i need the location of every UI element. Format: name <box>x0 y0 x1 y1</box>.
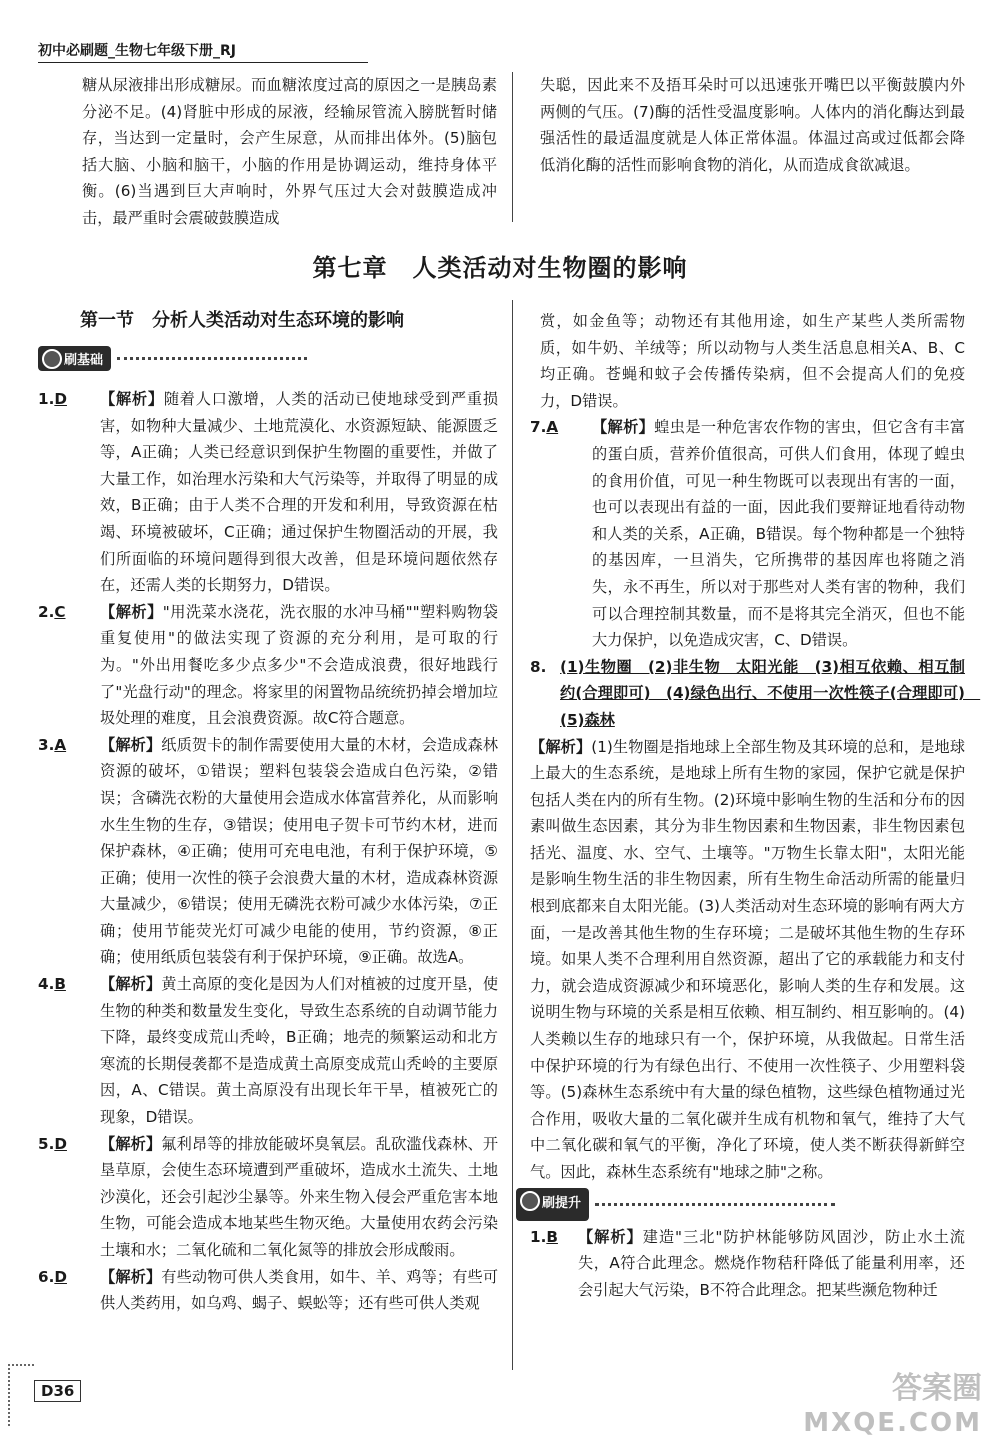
top-left-continuation <box>82 72 497 232</box>
column-divider-main <box>512 300 513 1370</box>
watermark-line1: 答案圈 <box>892 1371 982 1406</box>
answer-5: 5.D 【解析】氟利昂等的排放能破坏臭氧层。乱砍滥伐森林、开垦草原，会使生态环境遭到严重破坏，造成水土流失、土地沙漠化，还会引起沙尘暴等。外来生物入侵会严重危害本地生物，可能会造成本地某些生物灭绝。大量使用农药会污染土壤和水；二氧化硫和二氧化氮等的排放会形成酸雨。 <box>38 1134 498 1259</box>
watermark <box>803 1372 982 1440</box>
answer-7: 7.A 【解析】蝗虫是一种危害农作物的害虫，但它含有丰富的蛋白质，营养价值很高，可供人们食用，体现了蝗虫的食用价值，可见一种生物既可以表现出有害的一面，也可以表现出有益的一面，因此我们要辩证地看待动物和人类的关系，A正确，B错误。每个物种都是一个独特的基因库，一旦消失，它所携带的基因库也将随之消失，永不再生，所以对于那些对人类有害的物种，我们可以合理控制其数量，而不是将其完全消灭，但也不能大力保护，以免造成灾害，C、D错误。 <box>530 418 966 650</box>
answer-text: 蝗虫是一种危害农作物的害虫，但它含有丰富的蛋白质，营养价值很高，可供人们食用，体现了蝗虫的食用价值，可见一种生物既可以表现出有害的一面，也可以表现出有益的一面，因此我们要辩证地看待动物和人类的关系，A正确，B错误。每个物种都是一个独特的基因库，一旦消失，它所携带的基因库也将随之消失，永不再生，所以对于那些对人类有害的物种，我们可以合理控制其数量，而不是将其完全消灭，但也不能大力保护，以免造成灾害，C、D错误。 <box>592 418 966 650</box>
answer-text: 氟利昂等的排放能破坏臭氧层。乱砍滥伐森林、开垦草原，会使生态环境遭到严重破坏，造成水土流失、土地沙漠化，还会引起沙尘暴等。外来生物入侵会严重危害本地生物，可能会造成本地某些生物灭绝。大量使用农药会污染土壤和水；二氧化硫和二氧化氮等的排放会形成酸雨。 <box>100 1134 498 1259</box>
top-right-continuation <box>540 72 965 178</box>
tag-advanced <box>516 1191 835 1219</box>
tag-basic-label: 刷基础 <box>38 346 111 371</box>
answer-2: 2.C 【解析】"用洗菜水浇花，洗衣服的水冲马桶""塑料购物袋重复使用"的做法实现了资源的充分利用，是可取的行为。"外出用餐吃多少点多少"不会造成浪费，很好地践行了"光盘行动"的理念。将家里的闲置物品统统扔掉会增加垃圾处理的难度，且会浪费资源。故C符合题意。 <box>38 602 498 728</box>
tag-advanced-label: 刷提升 <box>516 1188 589 1221</box>
corner-decoration <box>8 1364 34 1426</box>
watermark-line2: MXQE.COM <box>803 1408 982 1438</box>
answer-letter: D <box>54 1267 67 1286</box>
answer-letter: B <box>54 975 66 994</box>
answer-1: 1.D 【解析】随着人口激增，人类的活动已使地球受到严重损害，如物种大量减少、土地荒漠化、水资源短缺、能源匮乏等，A正确；人类已经意识到保护生物圈的重要性，并做了大量工作，如治理水污染和大气污染等，并取得了明显的成效，B正确；由于人类不合理的开发和利用，导致资源在枯竭、环境被破坏，C正确；通过保护生物圈活动的开展，我们所面临的环境问题得到很大改善，但是环境问题依然存在，还需人类的长期努力，D错误。 <box>38 390 499 595</box>
section-title: 第一节 分析人类活动对生态环境的影响 <box>80 310 404 331</box>
answer-8-explanation: 【解析】(1)生物圈是指地球上全部生物及其环境的总和，是地球上最大的生态系统，是地球上所有生物的家园，保护它就是保护包括人类在内的所有生物。(2)环境中影响生物的生活和分布的因素叫做生态因素，其分为非生物因素和生物因素，非生物因素包括光、温度、水、空气、土壤等。"万物生长靠太阳"，太阳光能是影响生物生活的非生物因素，所有生物生命活动所需的能量归根到底都来自太阳光能。(3)人类活动对生态环境的影响有两大方面，一是改善其他生物的生存环境；二是破坏其他生物的生存环境。如果人类不合理利用自然资源，超出了它的承载能力和支付力，就会造成资源减少和环境恶化，影响人类的生存和发展。这说明生物与环境的关系是相互依赖、相互制约、相互影响的。(4)人类赖以生存的地球只有一个，保护环境，从我做起。日常生活中保护环境的行为有绿色出行、不使用一次性筷子、少用塑料袋等。(5)森林生态系统中有大量的绿色植物，这些绿色植物通过光合作用，吸收大量的二氧化碳并生成有机物和氧气，维持了大气中二氧化碳和氧气的平衡，净化了环境，使人类不断获得新鲜空气。因此，森林生态系统有"地球之肺"之称。 <box>530 737 966 1181</box>
answer-letter: A <box>546 418 559 437</box>
dotted-line <box>595 1203 835 1206</box>
answer-6-continued: 赏，如金鱼等；动物还有其他用途，如生产某些人类所需物质，如牛奶、羊绒等；所以动物与人类生活息息相关A、B、C均正确。苍蝇和蚊子会传播传染病，但不会提高人们的免疫力，D错误。 <box>540 312 965 410</box>
answer-b1: 1.B 【解析】建造"三北"防护林能够防风固沙，防止水土流失，A符合此理念。燃烧作物秸秆降低了能量利用率，还会引起大气污染，B不符合此理念。把某些濒危物种迁 <box>530 1227 965 1299</box>
answer-8-key: (1)生物圈 (2)非生物 太阳光能 (3)相互依赖、相互制约(合理即可) (4)绿色出行、不使用一次性筷子(合理即可) (5)森林 <box>560 657 981 729</box>
answer-text: 随着人口激增，人类的活动已使地球受到严重损害，如物种大量减少、土地荒漠化、水资源短缺、能源匮乏等，A正确；人类已经意识到保护生物圈的重要性，并做了大量工作，如治理水污染和大气污染等，并取得了明显的成效，B正确；由于人类不合理的开发和利用，导致资源在枯竭、环境被破坏，C正确；通过保护生物圈活动的开展，我们所面临的环境问题得到很大改善，但是环境问题依然存在，还需人类的长期努力，D错误。 <box>100 390 499 595</box>
chapter-title: 第七章 人类活动对生物圈的影响 <box>312 254 688 282</box>
answer-8: 8. (1)生物圈 (2)非生物 太阳光能 (3)相互依赖、相互制约(合理即可) (4)绿色出行、不使用一次性筷子(合理即可) (5)森林 <box>530 657 981 729</box>
answer-letter: B <box>546 1227 558 1246</box>
answer-text: "用洗菜水浇花，洗衣服的水冲马桶""塑料购物袋重复使用"的做法实现了资源的充分利用，是可取的行为。"外出用餐吃多少点多少"不会造成浪费，很好地践行了"光盘行动"的理念。将家里的闲置物品统统扔掉会增加垃圾处理的难度，且会浪费资源。故C符合题意。 <box>100 602 498 728</box>
answer-letter: A <box>54 735 67 754</box>
top-left-text: 糖从尿液排出形成糖尿。而血糖浓度过高的原因之一是胰岛素分泌不足。(4)肾脏中形成的尿液，经输尿管流入膀胱暂时储存，当达到一定量时，会产生尿意，从而排出体外。(5)脑包括大脑、小脑和脑干，小脑的作用是协调运动，维持身体平衡。(6)当遇到巨大声响时，外界气压过大会对鼓膜造成冲击，最严重时会震破鼓膜造成 <box>82 76 497 227</box>
answer-6: 6.D 【解析】有些动物可供人类食用，如牛、羊、鸡等；有些可供人类药用，如乌鸡、蝎子、蜈蚣等；还有些可供人类观 <box>38 1267 498 1313</box>
page-number: D36 <box>34 1380 81 1402</box>
answer-text: 有些动物可供人类食用，如牛、羊、鸡等；有些可供人类药用，如乌鸡、蝎子、蜈蚣等；还有些可供人类观 <box>100 1267 498 1313</box>
answer-3: 3.A 【解析】纸质贺卡的制作需要使用大量的木材，会造成森林资源的破坏，①错误；塑料包装袋会造成白色污染，②错误；含磷洗衣粉的大量使用会造成水体富营养化，从而影响水生生物的生存，③错误；使用电子贺卡可节约木材，进而保护森林，④正确；使用可充电电池，有利于保护环境，⑤正确；使用一次性的筷子会浪费大量的木材，造成森林资源大量减少，⑥错误；使用无磷洗衣粉可减少水体污染，⑦正确；使用节能荧光灯可减少电能的使用，节约资源，⑧正确；使用纸质包装袋有利于保护环境，⑨正确。故选A。 <box>38 735 498 967</box>
answer-letter: D <box>54 1134 67 1153</box>
tag-advanced-wrap <box>530 1186 965 1224</box>
tag-basic <box>38 344 307 372</box>
column-divider-top <box>512 72 513 222</box>
answer-text: 黄土高原的变化是因为人们对植被的过度开垦，使生物的种类和数量发生变化，导致生态系统的自动调节能力下降，最终变成荒山秃岭，B正确；地壳的频繁运动和北方寒流的长期侵袭都不是造成黄土高原变成荒山秃岭的主要原因，A、C错误。黄土高原没有出现长年干旱，植被死亡的现象，D错误。 <box>100 975 498 1127</box>
answer-letter: C <box>54 602 66 621</box>
answer-4: 4.B 【解析】黄土高原的变化是因为人们对植被的过度开垦，使生物的种类和数量发生变化，导致生态系统的自动调节能力下降，最终变成荒山秃岭，B正确；地壳的频繁运动和北方寒流的长期侵袭都不是造成黄土高原变成荒山秃岭的主要原因，A、C错误。黄土高原没有出现长年干旱，植被死亡的现象，D错误。 <box>38 975 498 1127</box>
answer-text: 纸质贺卡的制作需要使用大量的木材，会造成森林资源的破坏，①错误；塑料包装袋会造成白色污染，②错误；含磷洗衣粉的大量使用会造成水体富营养化，从而影响水生生物的生存，③错误；使用电子贺卡可节约木材，进而保护森林，④正确；使用可充电电池，有利于保护环境，⑤正确；使用一次性的筷子会浪费大量的木材，造成森林资源大量减少，⑥错误；使用无磷洗衣粉可减少水体污染，⑦正确；使用节能荧光灯可减少电能的使用，节约资源，⑧正确；使用纸质包装袋有利于保护环境，⑨正确。故选A。 <box>100 735 498 967</box>
answer-letter: D <box>54 390 67 408</box>
top-right-text: 失聪，因此来不及捂耳朵时可以迅速张开嘴巴以平衡鼓膜内外两侧的气压。(7)酶的活性受温度影响。人体内的消化酶达到最强活性的最适温度就是人体正常体温。体温过高或过低都会降低消化酶的活性而影响食物的消化，从而造成食欲减退。 <box>540 76 965 174</box>
left-column <box>38 386 498 1317</box>
dotted-line <box>117 357 307 360</box>
page-header: 初中必刷题_生物七年级下册_RJ <box>38 40 368 63</box>
right-column <box>530 308 981 1303</box>
answer-text: 建造"三北"防护林能够防风固沙，防止水土流失，A符合此理念。燃烧作物秸秆降低了能量利用率，还会引起大气污染，B不符合此理念。把某些濒危物种迁 <box>578 1227 965 1299</box>
